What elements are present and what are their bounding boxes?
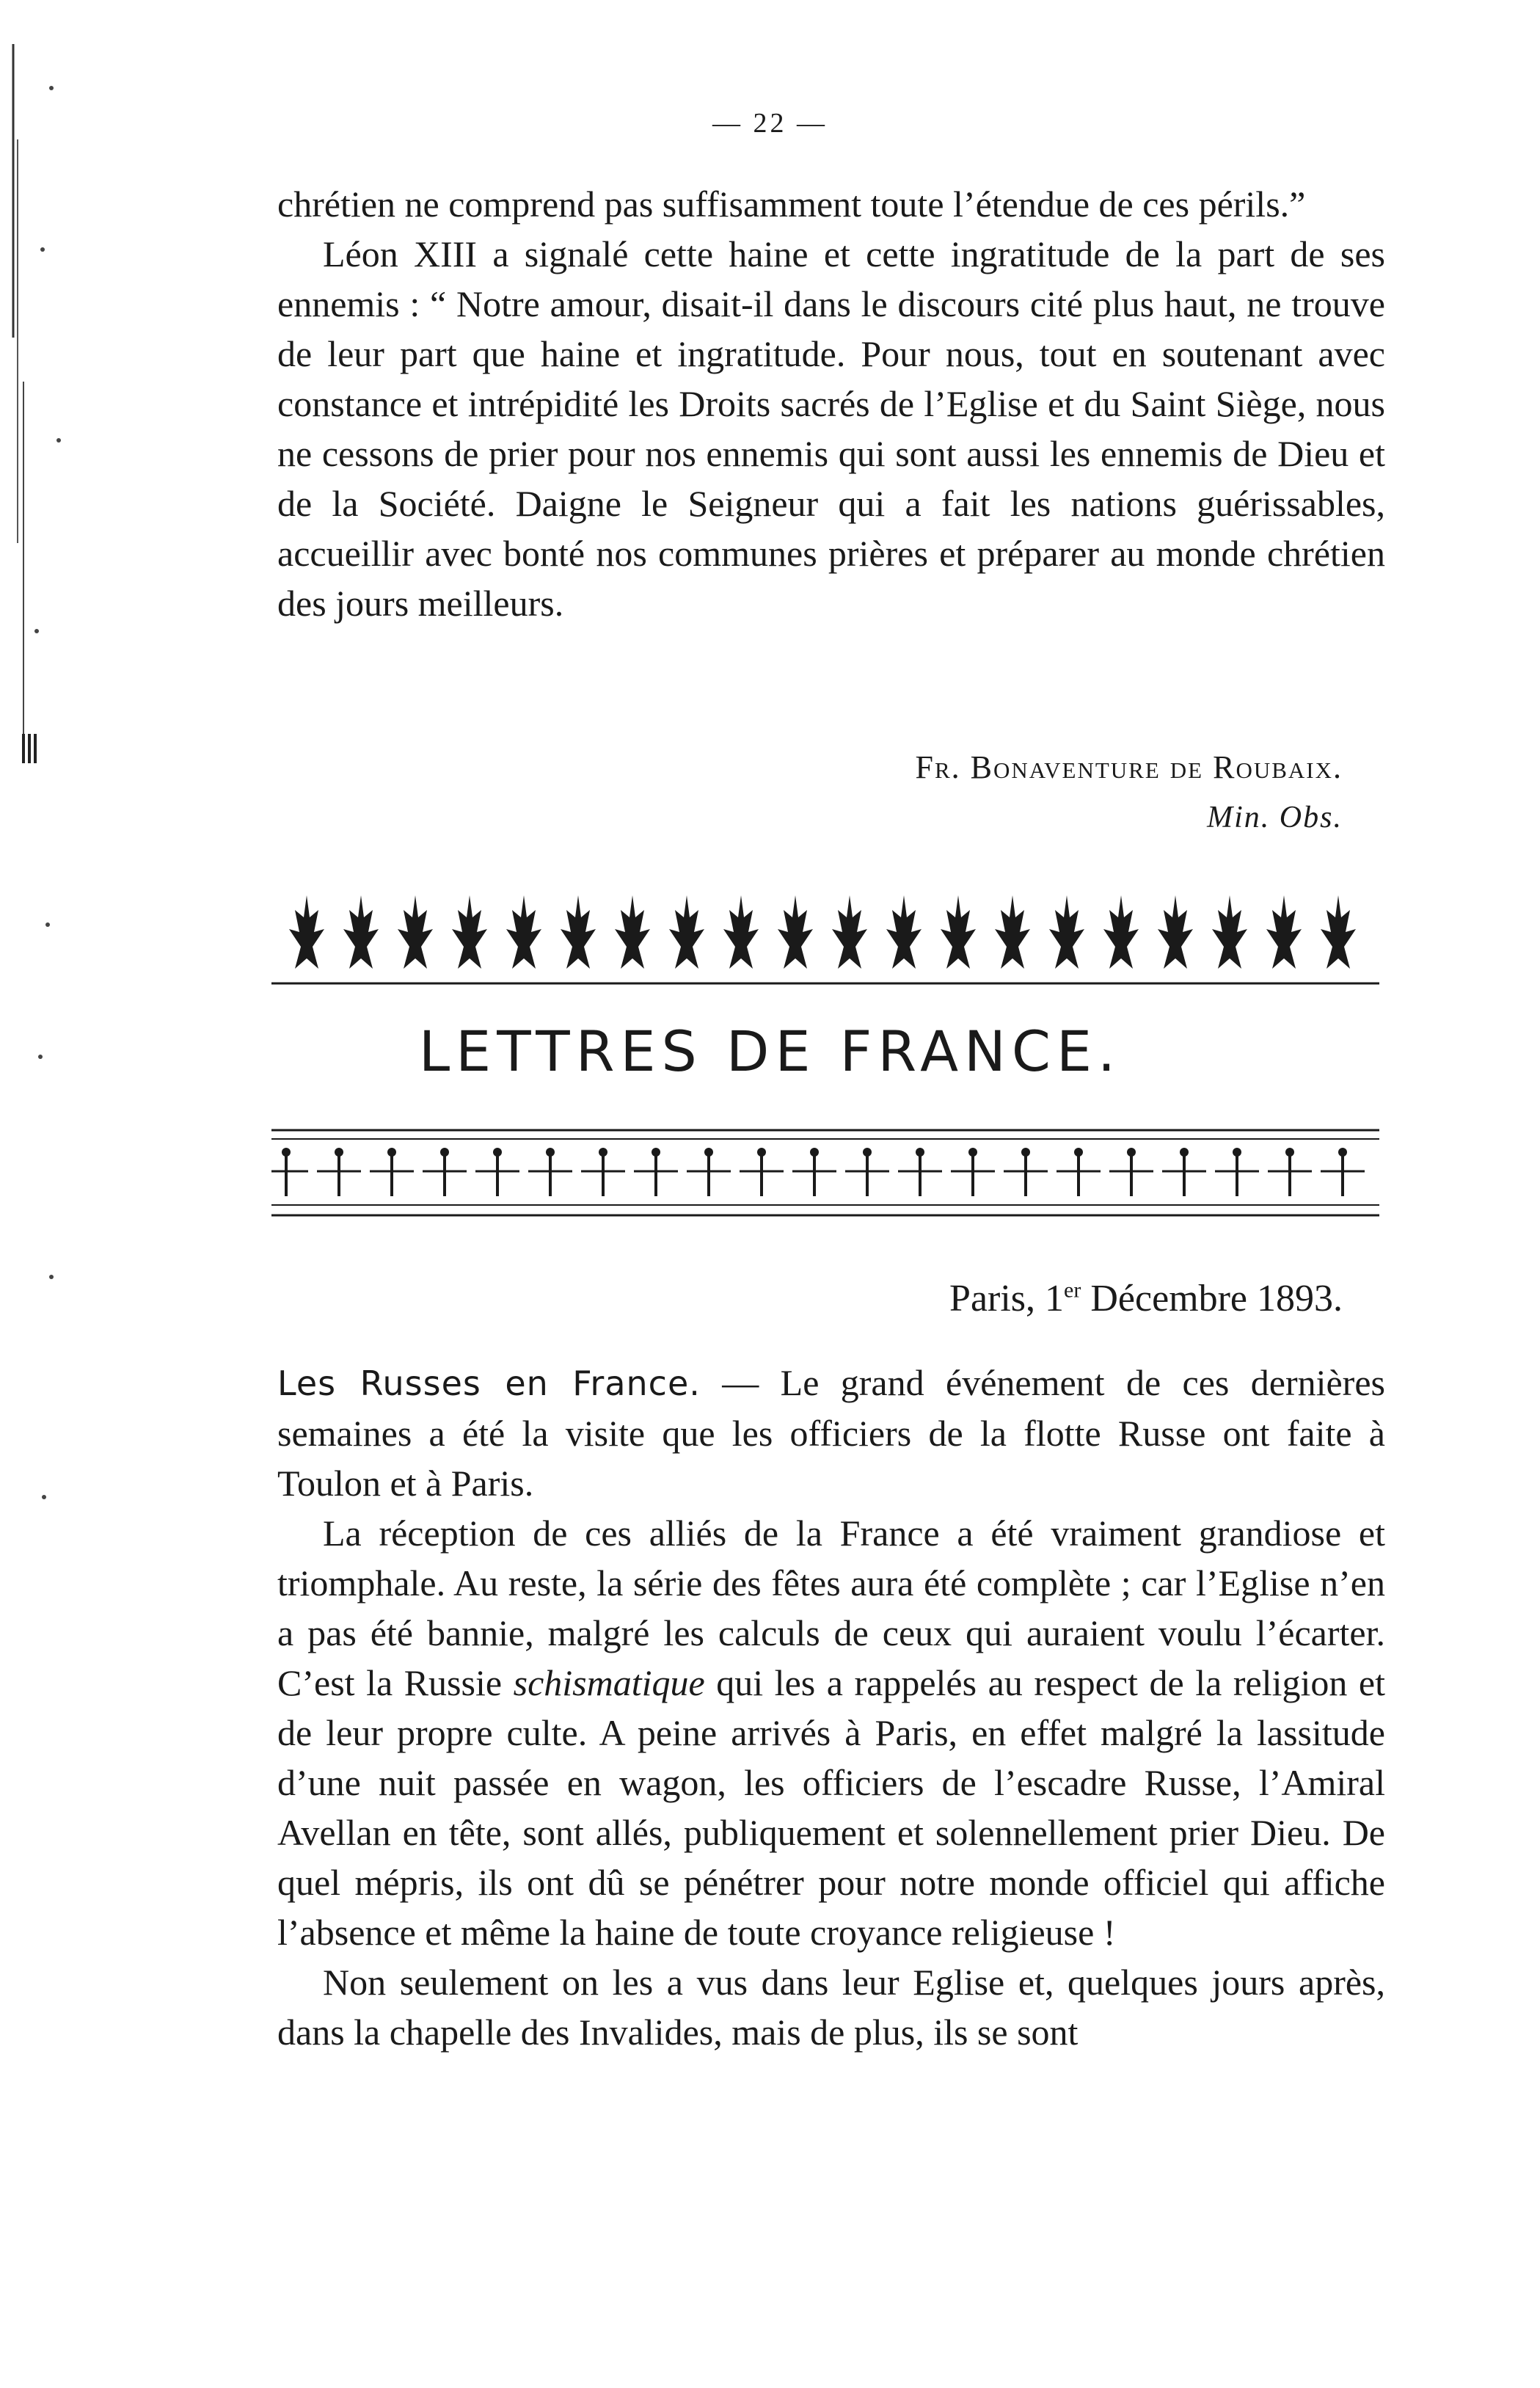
signature-role: Min. Obs.	[1207, 801, 1343, 834]
fleur-de-lis-icon	[561, 895, 596, 969]
cross-ornament-icon	[634, 1148, 678, 1196]
fleur-de-lis-icon	[343, 895, 379, 969]
fleur-de-lis-icon	[723, 895, 759, 969]
article-paragraph-1	[277, 1358, 1385, 1508]
fleur-de-lis-icon	[669, 895, 704, 969]
cross-ornament-icon	[317, 1148, 361, 1196]
cross-ornament-icon	[423, 1148, 467, 1196]
cross-ornament-icon	[951, 1148, 995, 1196]
cross-ornament-icon	[845, 1148, 889, 1196]
cross-ornament-icon	[528, 1148, 572, 1196]
cross-ornament-icon	[898, 1148, 942, 1196]
article-paragraph-3: Non seulement on les a vus dans leur Eglise et, quelques jours après, dans la chapelle des Invalides, mais de plus, ils se sont	[277, 1962, 1385, 2053]
article-emphasis: schismatique	[513, 1662, 705, 1703]
cross-ornament-icon	[740, 1148, 784, 1196]
cross-ornament-icon	[475, 1148, 519, 1196]
dateline	[277, 1277, 1343, 1320]
fleur-de-lis-icon	[1266, 895, 1302, 969]
fleur-de-lis-icon	[1049, 895, 1084, 969]
cross-ornament-icon	[1162, 1148, 1206, 1196]
fleur-de-lis-icon	[1103, 895, 1139, 969]
cross-ornament-icon	[271, 1148, 308, 1196]
fleur-de-lis-icon	[398, 895, 433, 969]
article-paragraph-1-text: — Le grand événement de ces dernières semaines a été la visite que les officiers de la flotte Russe ont faite à Toulon et à Paris.	[277, 1362, 1385, 1504]
dateline-place: Paris,	[949, 1278, 1045, 1319]
article-paragraph-2a: La réception de ces alliés de la France a été vraiment grandiose et triomphale. Au reste, la série des fêtes aura été complète ; car l’Eglise n’en a pas été bannie, malgré les calculs de ceux qui auraient voulu l’écarter. C’est la Russie	[277, 1512, 1385, 1703]
fleur-de-lis-icon	[886, 895, 922, 969]
fleur-de-lis-icon	[995, 895, 1030, 969]
fleur-de-lis-icon	[941, 895, 976, 969]
fleur-de-lis-icon	[452, 895, 487, 969]
binding-edge-marks	[7, 29, 66, 1717]
cross-ornament-icon	[1268, 1148, 1312, 1196]
cross-ornament-icon	[1004, 1148, 1048, 1196]
cross-ornament-icon	[1215, 1148, 1259, 1196]
fleur-de-lis-icon	[1158, 895, 1193, 969]
dateline-day: 1	[1045, 1278, 1065, 1319]
article-text	[277, 1358, 1385, 2057]
fleur-de-lis-icon	[1321, 895, 1356, 969]
cross-ornament-icon	[1109, 1148, 1153, 1196]
page-number: — 22 —	[712, 108, 828, 139]
intro-text	[277, 179, 1385, 628]
cross-ornament-icon	[581, 1148, 625, 1196]
fleur-de-lis-icon	[289, 895, 324, 969]
fleur-de-lis-icon	[1212, 895, 1247, 969]
cross-ornament-icon	[792, 1148, 836, 1196]
cross-ornament-band	[271, 1123, 1379, 1226]
intro-paragraph-1: chrétien ne comprend pas suffisamment toute l’étendue de ces périls.”	[277, 183, 1306, 225]
fleur-de-lis-icon	[506, 895, 541, 969]
article-paragraph-2	[277, 1508, 1385, 1957]
article-paragraph-2b: qui les a rappelés au respect de la religion et de leur propre culte. A peine arrivés à Paris, en effet malgré la lassitude d’une nuit passée en wagon, les officiers de l’escadre Russe, l’Amiral Avellan en tête, sont allés, publiquement et solennellement prier Dieu. De quel mépris, ils ont dû se pénétrer pour notre monde officiel qui affiche l’absence et même la haine de toute croyance religieuse !	[277, 1662, 1385, 1953]
fleur-de-lis-ornament-band	[271, 873, 1379, 991]
dateline-day-suffix: er	[1064, 1278, 1081, 1303]
section-title: LETTRES DE FRANCE.	[418, 1019, 1122, 1084]
cross-ornament-icon	[1057, 1148, 1101, 1196]
signature-name: Fr. Bonaventure de Roubaix.	[915, 749, 1343, 785]
cross-ornament-icon	[687, 1148, 731, 1196]
cross-ornament-icon	[1321, 1148, 1365, 1196]
cross-ornament-icon	[370, 1148, 414, 1196]
article-subhead: Les Russes en France.	[277, 1364, 701, 1403]
dateline-rest: Décembre 1893.	[1081, 1278, 1343, 1319]
fleur-de-lis-icon	[615, 895, 650, 969]
fleur-de-lis-icon	[778, 895, 813, 969]
intro-paragraph-2: Léon XIII a signalé cette haine et cette ingratitude de la part de ses ennemis : “ Notre amour, disait-il dans le discours cité plus haut, ne trouve de leur part que haine et ingratitude. Pour nous, tout en soutenant avec constance et intrépidité les Droits sacrés de l’Eglise et du Saint Siège, nous ne cessons de prier pour nos ennemis qui sont aussi les ennemis de Dieu et de la Société. Daigne le Seigneur qui a fait les nations guérissables, accueillir avec bonté nos communes prières et préparer au monde chrétien des jours meilleurs.	[277, 233, 1385, 624]
fleur-de-lis-icon	[832, 895, 867, 969]
